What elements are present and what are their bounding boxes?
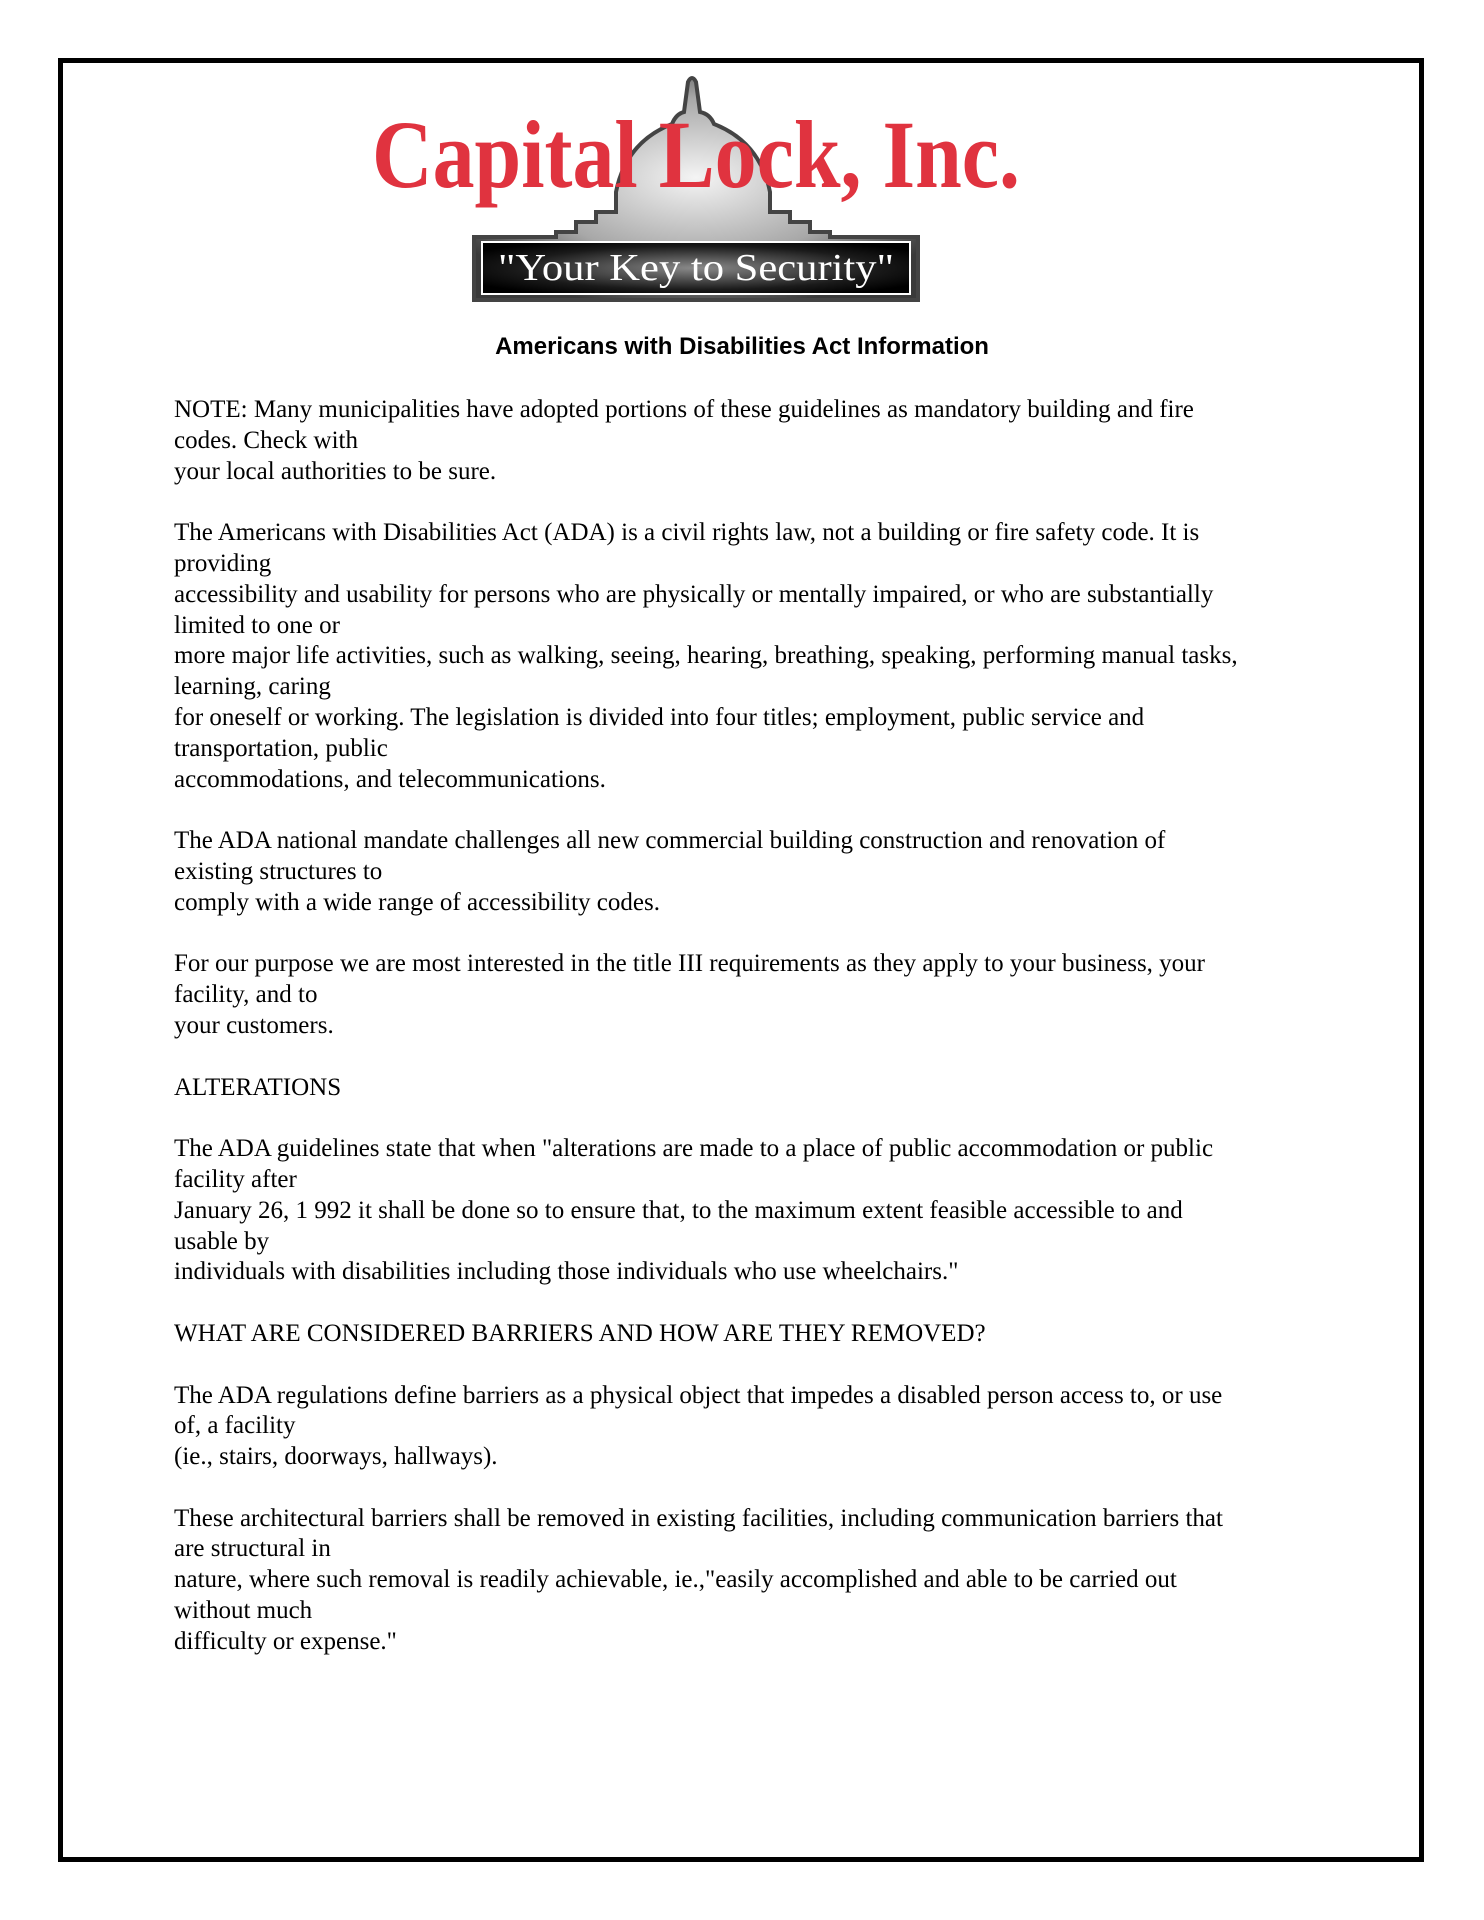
text-line: existing structures to	[174, 857, 383, 885]
text-line: These architectural barriers shall be removed in existing facilities, including communication barriers that	[174, 1504, 1223, 1532]
text-line: The ADA national mandate challenges all new commercial building construction and renovation of	[174, 827, 1166, 855]
text-line: transportation, public	[174, 734, 388, 762]
text-line: accessibility and usability for persons who are physically or mentally impaired, or who are substantially	[174, 580, 1214, 608]
text-line: nature, where such removal is readily achievable, ie.,"easily accomplished and able to be carried out	[174, 1566, 1177, 1594]
capital-lock-logo	[370, 72, 1022, 302]
text-line: comply with a wide range of accessibility codes.	[174, 888, 660, 916]
text-line: (ie., stairs, doorways, hallways).	[174, 1443, 498, 1471]
text-line: January 26, 1 992 it shall be done so to ensure that, to the maximum extent feasible accessible to and	[174, 1196, 1183, 1224]
text-line: ALTERATIONS	[174, 1073, 342, 1101]
logo-tagline: "Your Key to Security"	[498, 247, 894, 289]
text-line: WHAT ARE CONSIDERED BARRIERS AND HOW ARE THEY REMOVED?	[174, 1319, 986, 1347]
text-line: facility after	[174, 1165, 297, 1193]
paragraph	[174, 1504, 1374, 1658]
text-line: are structural in	[174, 1535, 331, 1563]
logo-company-name: Capital Lock, Inc.	[372, 101, 1020, 208]
paragraph	[174, 826, 1374, 918]
text-line: of, a facility	[174, 1412, 296, 1440]
text-line: codes. Check with	[174, 426, 358, 454]
paragraph	[174, 1319, 1374, 1350]
text-line: The ADA regulations define barriers as a physical object that impedes a disabled person access to, or use	[174, 1381, 1223, 1409]
text-line: without much	[174, 1597, 313, 1625]
paragraph	[174, 518, 1374, 795]
text-line: usable by	[174, 1227, 270, 1255]
paragraph	[174, 1381, 1374, 1473]
text-line: your local authorities to be sure.	[174, 457, 497, 485]
text-line: your customers.	[174, 1011, 334, 1039]
text-line: for oneself or working. The legislation is divided into four titles; employment, public service and	[174, 703, 1145, 731]
document-title: Americans with Disabilities Act Information	[495, 333, 989, 360]
paragraph	[174, 949, 1374, 1041]
paragraph	[174, 395, 1374, 487]
text-line: difficulty or expense."	[174, 1627, 397, 1655]
paragraph	[174, 1073, 1374, 1104]
text-line: facility, and to	[174, 981, 318, 1009]
document-body	[174, 395, 1374, 1688]
text-line: The ADA guidelines state that when "alterations are made to a place of public accommodation or public	[174, 1135, 1214, 1163]
text-line: NOTE: Many municipalities have adopted portions of these guidelines as mandatory building and fire	[174, 396, 1194, 423]
text-line: accommodations, and telecommunications.	[174, 765, 606, 793]
paragraph	[174, 1134, 1374, 1288]
text-line: learning, caring	[174, 673, 331, 701]
text-line: providing	[174, 549, 272, 577]
text-line: limited to one or	[174, 611, 340, 639]
text-line: individuals with disabilities including those individuals who use wheelchairs."	[174, 1258, 959, 1286]
text-line: For our purpose we are most interested in the title III requirements as they apply to your business, your	[174, 950, 1206, 978]
text-line: more major life activities, such as walking, seeing, hearing, breathing, speaking, performing manual tasks,	[174, 642, 1238, 670]
text-line: The Americans with Disabilities Act (ADA) is a civil rights law, not a building or fire safety code. It is	[174, 519, 1200, 547]
